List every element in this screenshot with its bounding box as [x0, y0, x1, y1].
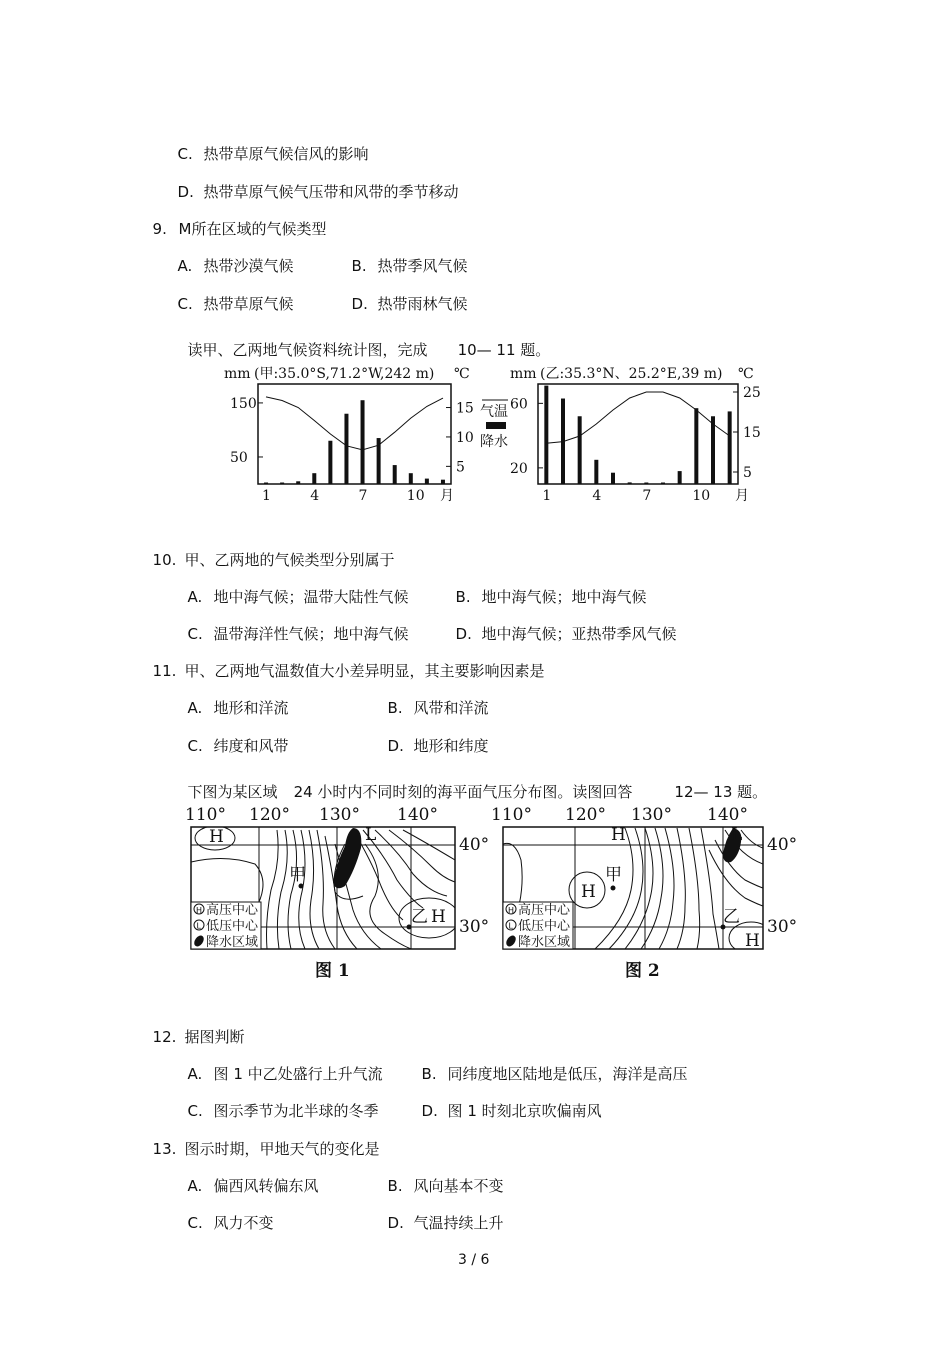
month-tick-label: 1 — [262, 488, 271, 504]
precipitation-bar — [678, 471, 682, 484]
option-text: 地形和洋流 — [213, 699, 289, 717]
latitude-label: 30° — [459, 917, 490, 937]
option-letter: D. — [177, 183, 194, 201]
q13-stem — [143, 1119, 380, 1159]
climate-chart-yi — [510, 366, 761, 504]
q13-option-c[interactable] — [178, 1193, 274, 1233]
question-number: 12. — [152, 1028, 177, 1046]
q9-option-a[interactable] — [168, 236, 294, 276]
map-caption: 图 1 — [315, 961, 350, 981]
legend-high-label: 高压中心 — [206, 903, 259, 918]
longitude-label: 130° — [631, 805, 672, 825]
chart-legend — [480, 400, 508, 450]
option-letter: B. — [455, 588, 471, 606]
question-number: 11. — [152, 662, 177, 680]
option-letter: C. — [187, 737, 203, 755]
q12-option-d[interactable] — [412, 1081, 602, 1121]
legend-rain-label: 降水区域 — [206, 935, 259, 950]
q11-stem — [143, 641, 545, 681]
option-text: 纬度和风带 — [213, 737, 289, 755]
precipitation-bar — [409, 473, 413, 484]
legend-precip-label: 降水 — [480, 434, 508, 450]
option-letter: B. — [387, 1177, 403, 1195]
intro-range: 12— 13 题。 — [674, 783, 768, 801]
high-pressure-symbol: H — [581, 882, 596, 902]
high-pressure-symbol: H — [431, 907, 446, 927]
longitude-label: 110° — [185, 805, 226, 825]
option-letter: C. — [177, 145, 193, 163]
high-center-icon-letter: H — [508, 906, 515, 915]
option-text: 热带草原气候信风的影响 — [203, 145, 369, 163]
longitude-label: 110° — [491, 805, 532, 825]
q9-stem — [143, 199, 327, 239]
q10-option-c[interactable] — [178, 604, 409, 644]
legend-temp-label: 气温 — [480, 404, 508, 420]
temp-unit-label: ℃ — [738, 366, 754, 382]
location-jia-label: 甲 — [289, 865, 306, 885]
precipitation-bar — [644, 483, 648, 485]
longitude-label: 140° — [397, 805, 438, 825]
option-letter: C. — [187, 1102, 203, 1120]
precipitation-bar — [544, 386, 548, 484]
question-number: 10. — [152, 551, 177, 569]
q13-option-b[interactable] — [378, 1156, 504, 1196]
intro-text: 读甲、乙两地气候资料统计图，完成 — [187, 341, 428, 359]
precipitation-bar — [361, 400, 365, 484]
month-tick-label: 10 — [692, 488, 711, 504]
chart-title: (乙:35.3°N、25.2°E,39 m) — [540, 366, 723, 382]
q11-option-d[interactable] — [378, 716, 489, 756]
month-tick-label: 7 — [642, 488, 652, 504]
q12-option-a[interactable] — [178, 1044, 383, 1084]
month-tick-label: 1 — [542, 488, 552, 504]
option-text: 热带沙漠气候 — [203, 257, 294, 275]
q8-option-d[interactable] — [168, 162, 459, 202]
q12-option-b[interactable] — [412, 1044, 688, 1084]
legend-rain-label: 降水区域 — [518, 935, 571, 950]
map-legend — [503, 902, 573, 950]
option-text: 热带季风气候 — [377, 257, 468, 275]
option-text: 温带海洋性气候；地中海气候 — [213, 625, 409, 643]
precip-unit-label: mm — [224, 366, 251, 382]
precipitation-bar — [578, 416, 582, 484]
chart-title-text: 乙:35.3°N、25.2°E,39 m — [545, 366, 717, 382]
chart-title: (甲:35.0°S,71.2°W,242 m) — [254, 366, 435, 382]
temp-tick-label: 10 — [456, 429, 474, 446]
chart-title-text: 甲:35.0°S,71.2°W,242 m — [259, 366, 429, 382]
precipitation-bar — [728, 411, 732, 484]
option-letter: A. — [187, 588, 203, 606]
map-caption: 图 2 — [625, 961, 660, 981]
page-number: 3 / 6 — [458, 1252, 490, 1268]
question-number: 13. — [152, 1140, 177, 1158]
legend-precip-bar — [486, 422, 506, 429]
precipitation-bar — [594, 460, 598, 484]
longitude-label: 120° — [565, 805, 606, 825]
option-text: 图示季节为北半球的冬季 — [213, 1102, 379, 1120]
q10-option-a[interactable] — [178, 567, 409, 607]
q11-option-c[interactable] — [178, 716, 289, 756]
temp-tick-label: 5 — [456, 459, 465, 476]
option-text: 偏西风转偏东风 — [213, 1177, 319, 1195]
precipitation-bar — [328, 441, 332, 484]
option-letter: D. — [455, 625, 472, 643]
temp-unit-label: ℃ — [454, 366, 470, 382]
precipitation-bar — [296, 481, 300, 484]
question-number: 9. — [152, 220, 167, 238]
pressure-map-2 — [491, 805, 797, 981]
option-text: 同纬度地区陆地是低压，海洋是高压 — [447, 1065, 688, 1083]
precipitation-bar — [344, 414, 348, 484]
option-letter: A. — [177, 257, 193, 275]
option-text: 地中海气候；地中海气候 — [481, 588, 647, 606]
legend-low-label: 低压中心 — [518, 919, 571, 934]
option-letter: A. — [187, 699, 203, 717]
month-tick-label: 4 — [310, 488, 320, 504]
intro-text-a: 下图为某区域 — [187, 783, 278, 801]
map-legend — [191, 902, 261, 950]
q11-option-a[interactable] — [178, 678, 289, 718]
question-text: 据图判断 — [184, 1028, 245, 1046]
month-unit-label: 月 — [735, 488, 749, 504]
location-yi-label: 乙 — [723, 907, 740, 927]
precip-tick-label: 50 — [230, 449, 248, 466]
option-text: 图 1 时刻北京吹偏南风 — [447, 1102, 602, 1120]
q10-stem — [143, 530, 395, 570]
option-text: 风向基本不变 — [413, 1177, 504, 1195]
intro-10-11 — [178, 320, 550, 360]
q13-option-a[interactable] — [178, 1156, 319, 1196]
pressure-map-1 — [185, 805, 489, 981]
longitude-label: 140° — [707, 805, 748, 825]
question-text: 甲、乙两地的气候类型分别属于 — [184, 551, 395, 569]
precipitation-bar — [312, 473, 316, 484]
intro-range: 10— 11 题。 — [457, 341, 551, 359]
precipitation-bar — [393, 465, 397, 484]
option-text: 热带雨林气候 — [377, 295, 468, 313]
q8-option-c[interactable] — [168, 124, 369, 164]
temp-tick-label: 15 — [743, 425, 761, 441]
intro-text-b: 24 小时内不同时刻的海平面气压分布图。读图回答 — [293, 783, 633, 801]
option-letter: A. — [187, 1177, 203, 1195]
option-text: 风力不变 — [213, 1214, 274, 1232]
question-text: M所在区域的气候类型 — [178, 220, 327, 238]
temp-tick-label: 25 — [743, 385, 761, 401]
q10-option-b[interactable] — [446, 567, 647, 607]
latitude-label: 40° — [459, 835, 490, 855]
option-letter: C. — [187, 625, 203, 643]
option-letter: B. — [387, 699, 403, 717]
month-tick-label: 4 — [592, 488, 602, 504]
precipitation-bar — [711, 416, 715, 484]
legend-low-label: 低压中心 — [206, 919, 259, 934]
q9-option-c[interactable] — [168, 274, 294, 314]
precip-tick-label: 60 — [510, 396, 528, 413]
month-tick-label: 7 — [358, 488, 368, 504]
temperature-curve — [266, 397, 443, 450]
option-letter: D. — [387, 737, 404, 755]
q13-option-d[interactable] — [378, 1193, 504, 1233]
option-text: 风带和洋流 — [413, 699, 489, 717]
precipitation-bar — [611, 473, 615, 484]
high-pressure-symbol: H — [745, 931, 760, 951]
month-tick-label: 10 — [406, 488, 425, 504]
option-text: 热带草原气候气压带和风带的季节移动 — [203, 183, 459, 201]
option-letter: D. — [351, 295, 368, 313]
legend-high-label: 高压中心 — [518, 903, 571, 918]
option-letter: B. — [351, 257, 367, 275]
option-text: 地中海气候；温带大陆性气候 — [213, 588, 409, 606]
precipitation-bar — [628, 482, 632, 484]
temp-tick-label: 5 — [743, 465, 752, 481]
plot-frame — [538, 384, 738, 484]
option-text: 地形和纬度 — [413, 737, 489, 755]
longitude-label: 120° — [249, 805, 290, 825]
latitude-label: 40° — [767, 835, 798, 855]
question-text: 甲、乙两地气温数值大小差异明显，其主要影响因素是 — [184, 662, 545, 680]
precip-unit-label: mm — [510, 366, 537, 382]
location-jia-dot — [611, 886, 616, 891]
q9-option-b[interactable] — [342, 236, 468, 276]
q12-option-c[interactable] — [178, 1081, 379, 1121]
temp-tick-label: 15 — [456, 400, 474, 417]
high-pressure-symbol: H — [209, 827, 224, 847]
q9-option-d[interactable] — [342, 274, 468, 314]
low-pressure-symbol: L — [365, 825, 377, 845]
climate-chart-jia — [224, 366, 474, 504]
option-text: 地中海气候；亚热带季风气候 — [481, 625, 677, 643]
month-unit-label: 月 — [440, 488, 454, 504]
precip-tick-label: 20 — [510, 460, 528, 477]
q11-option-b[interactable] — [378, 678, 489, 718]
q12-stem — [143, 1007, 245, 1047]
precipitation-bar — [425, 479, 429, 484]
low-center-icon-letter: L — [196, 921, 201, 931]
option-letter: C. — [187, 1214, 203, 1232]
precipitation-bar — [694, 408, 698, 484]
low-pressure-symbol: L — [731, 825, 743, 845]
option-text: 热带草原气候 — [203, 295, 294, 313]
question-text: 图示时期，甲地天气的变化是 — [184, 1140, 380, 1158]
low-center-icon-letter: L — [508, 921, 513, 931]
option-letter: B. — [421, 1065, 437, 1083]
precipitation-bar — [661, 483, 665, 485]
precipitation-bar — [280, 483, 284, 485]
location-jia-label: 甲 — [605, 865, 622, 885]
high-center-icon-letter: H — [196, 906, 203, 915]
precip-tick-label: 150 — [230, 395, 257, 412]
option-text: 图 1 中乙处盛行上升气流 — [213, 1065, 383, 1083]
temperature-curve — [546, 392, 729, 443]
latitude-label: 30° — [767, 917, 798, 937]
precipitation-bar — [264, 483, 268, 485]
option-letter: A. — [187, 1065, 203, 1083]
option-letter: D. — [387, 1214, 404, 1232]
precipitation-bar — [441, 480, 445, 484]
pressure-maps — [185, 800, 805, 985]
option-text: 气温持续上升 — [413, 1214, 504, 1232]
option-letter: D. — [421, 1102, 438, 1120]
intro-12-13 — [178, 762, 767, 802]
q10-option-d[interactable] — [446, 604, 677, 644]
longitude-label: 130° — [319, 805, 360, 825]
high-pressure-symbol: H — [611, 825, 626, 845]
plot-frame — [258, 384, 451, 484]
climate-charts — [218, 360, 768, 508]
location-yi-label: 乙 — [411, 907, 428, 927]
option-letter: C. — [177, 295, 193, 313]
